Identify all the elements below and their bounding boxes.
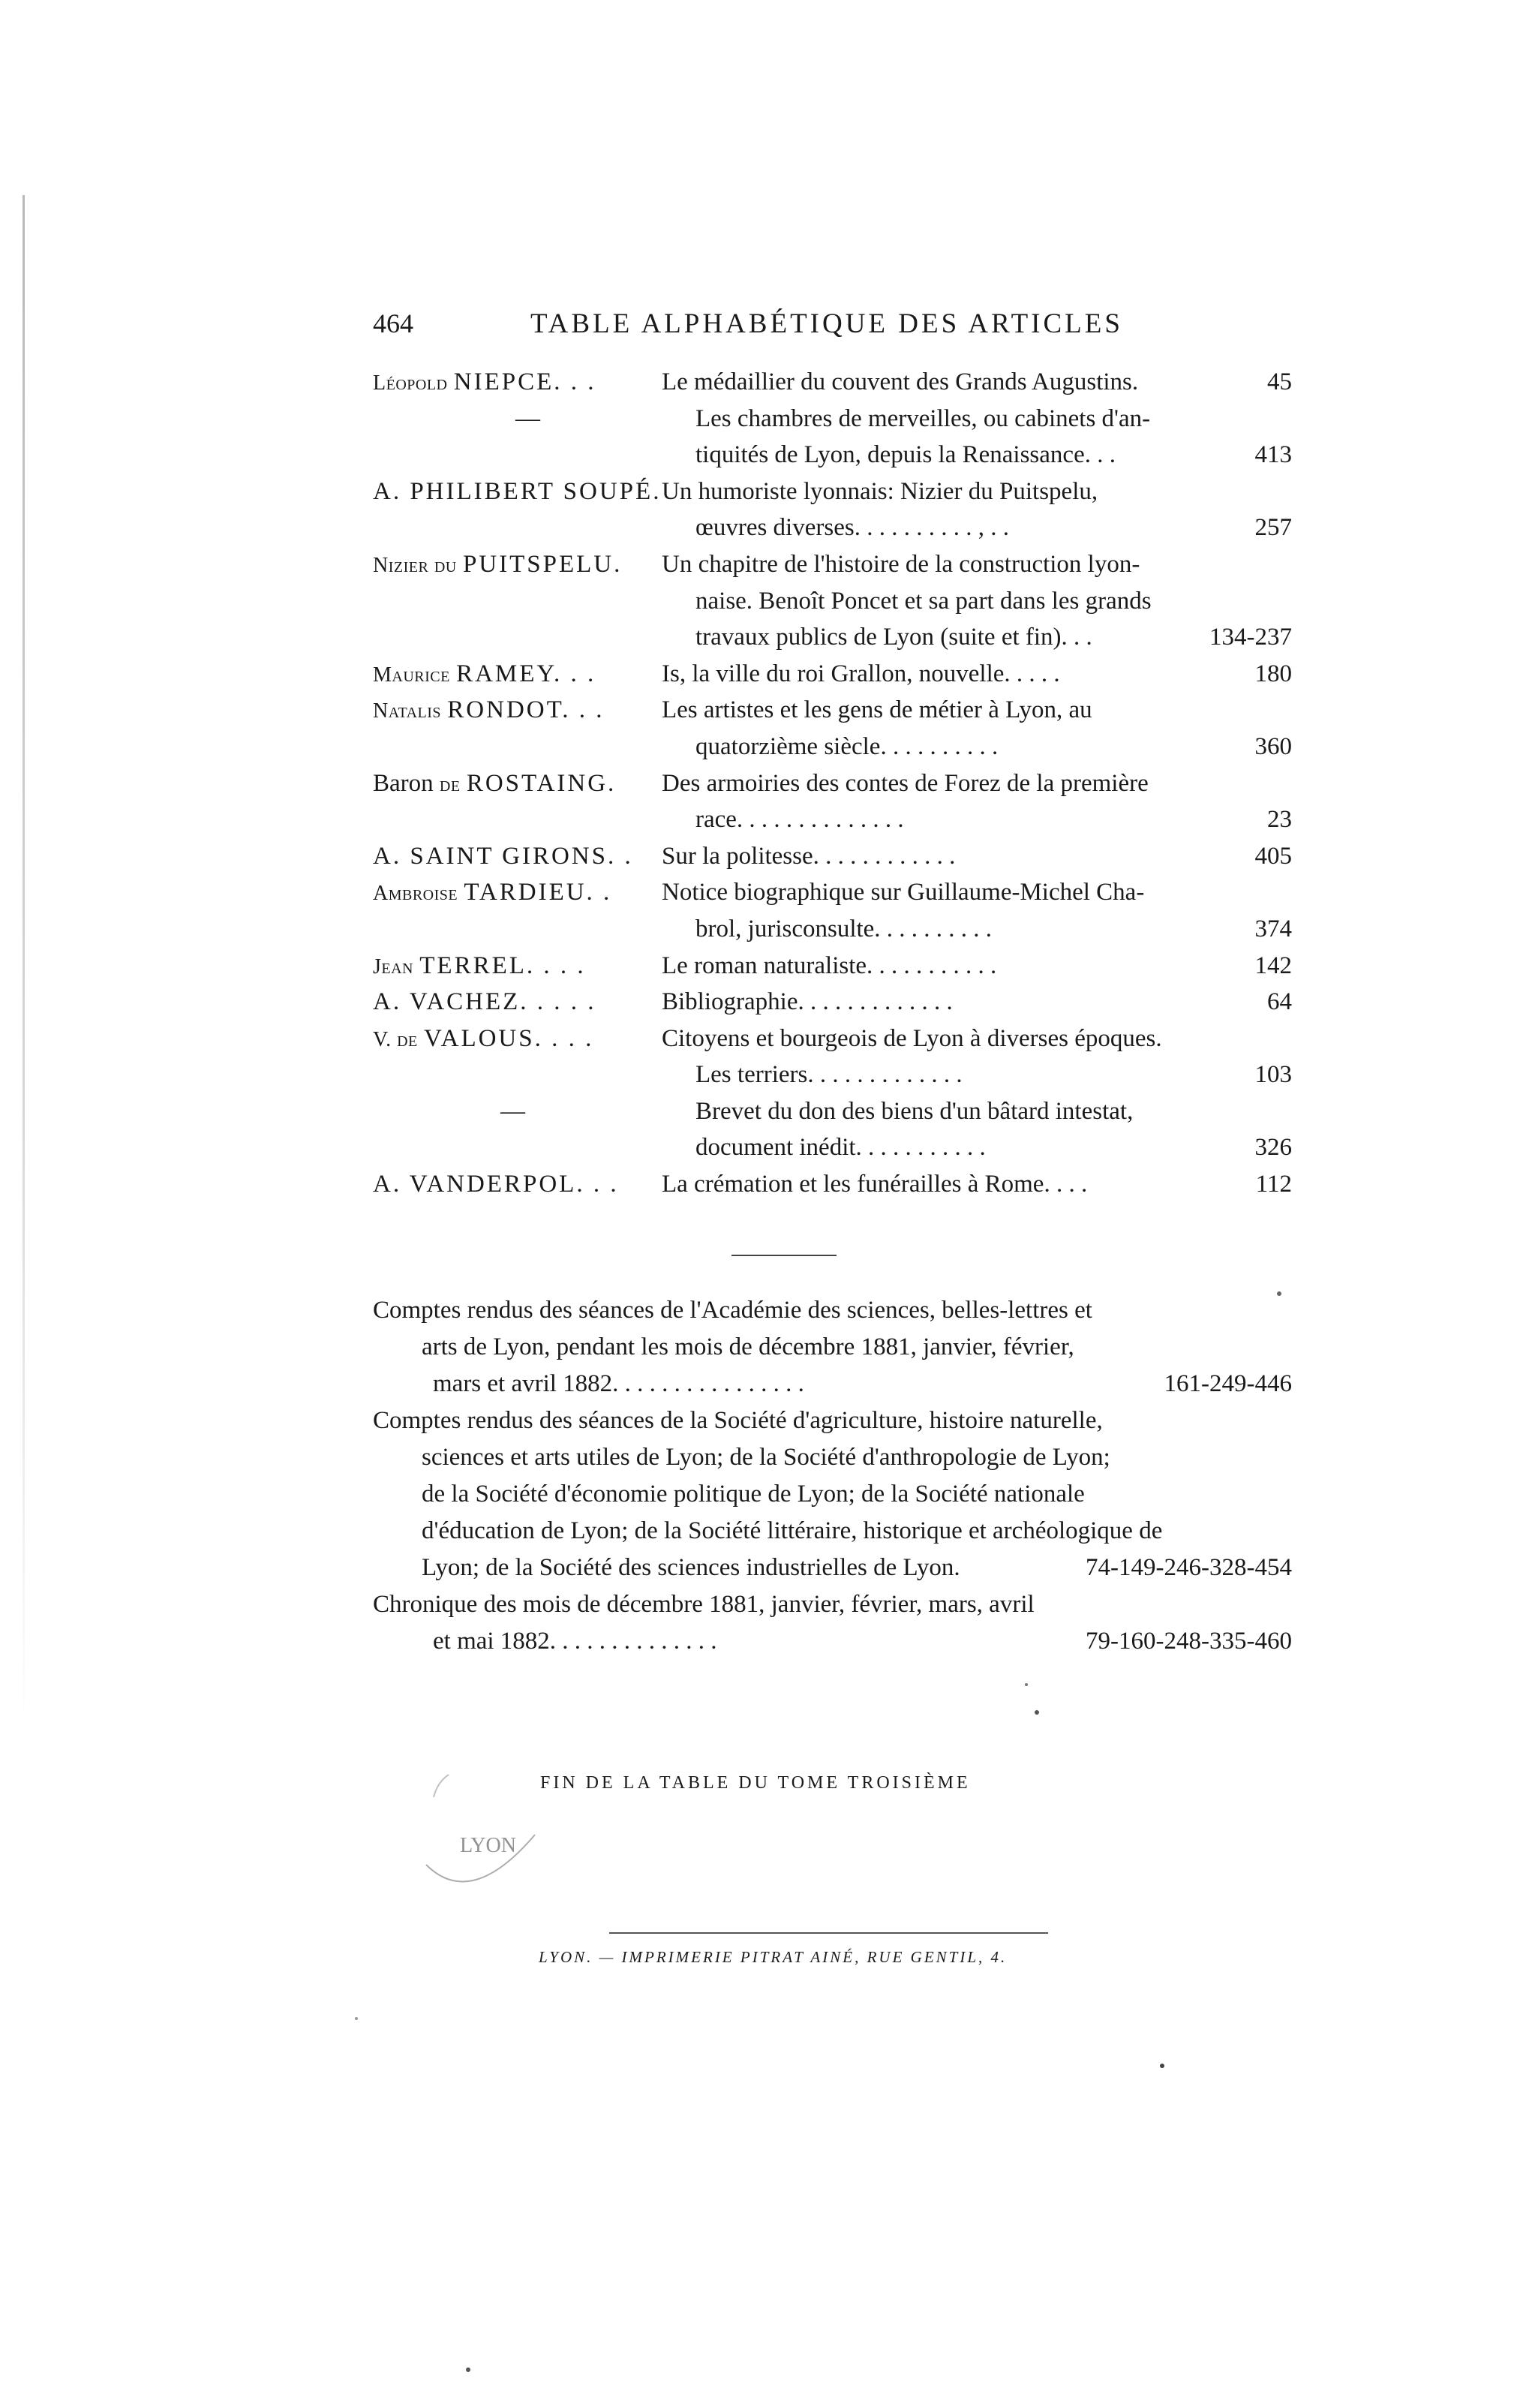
entry-author bbox=[373, 948, 586, 986]
author-title: Baron bbox=[373, 769, 434, 797]
index-entry-line bbox=[373, 729, 1292, 765]
author-surname: A. PHILIBERT SOUPÉ. bbox=[373, 477, 662, 505]
entry-pages: 405 bbox=[1254, 842, 1292, 870]
author-surname: TERREL. . . . bbox=[419, 951, 586, 979]
entry-pages: 112 bbox=[1255, 1171, 1292, 1198]
entry-title: Les terriers. . . . . . . . . . . . . bbox=[695, 1061, 963, 1089]
author-surname: RONDOT. . . bbox=[447, 696, 605, 724]
entry-title: Des armoiries des contes de Forez de la première bbox=[662, 769, 1149, 797]
author-surname: A. SAINT GIRONS. . bbox=[373, 842, 633, 870]
comptes-rendus-section bbox=[373, 1292, 1292, 1660]
library-stamp bbox=[404, 1752, 554, 1902]
entry-title: travaux publics de Lyon (suite et fin). . . bbox=[695, 624, 1092, 651]
printer-imprint: LYON. — IMPRIMERIE PITRAT AINÉ, RUE GENTIL, 4. bbox=[539, 1948, 1008, 1966]
compte-rendu-text: de la Société d'économie politique de Lyon; de la Société nationale bbox=[422, 1481, 1085, 1508]
entry-author bbox=[373, 473, 661, 510]
compte-rendu-pages: 161-249-446 bbox=[1164, 1370, 1292, 1397]
author-surname: A. VANDERPOL. . . bbox=[373, 1171, 619, 1198]
index-entry-line bbox=[373, 546, 1292, 583]
entry-title: naise. Benoît Poncet et sa part dans les grands bbox=[695, 587, 1152, 615]
section-separator bbox=[731, 1255, 837, 1256]
compte-rendu-text: sciences et arts utiles de Lyon; de la Société d'anthropologie de Lyon; bbox=[422, 1444, 1110, 1471]
compte-rendu-line bbox=[373, 1402, 1292, 1439]
entry-title: document inédit. . . . . . . . . . . bbox=[695, 1134, 986, 1162]
page-header bbox=[373, 308, 1292, 353]
index-entry-line bbox=[373, 1021, 1292, 1057]
entry-author bbox=[373, 692, 605, 730]
author-forename: Jean bbox=[373, 954, 413, 979]
entry-title: Sur la politesse. . . . . . . . . . . . bbox=[662, 842, 956, 870]
author-forename: Nizier du bbox=[373, 553, 457, 577]
index-entry-line bbox=[373, 874, 1292, 911]
entry-title: La crémation et les funérailles à Rome. . . . bbox=[662, 1171, 1088, 1198]
author-forename: V. de bbox=[373, 1027, 418, 1051]
compte-rendu-line bbox=[373, 1513, 1292, 1550]
compte-rendu-line bbox=[373, 1329, 1292, 1366]
binding-shadow bbox=[23, 195, 25, 1733]
footer-rule bbox=[609, 1932, 1048, 1934]
compte-rendu-line bbox=[373, 1292, 1292, 1329]
entry-pages: 64 bbox=[1267, 988, 1292, 1016]
entry-pages: 413 bbox=[1254, 441, 1292, 469]
running-title: TABLE ALPHABÉTIQUE DES ARTICLES bbox=[530, 308, 1123, 339]
compte-rendu-text: Comptes rendus des séances de la Société d'agriculture, histoire naturelle, bbox=[373, 1407, 1103, 1434]
entry-pages: 45 bbox=[1267, 368, 1292, 395]
entry-author bbox=[373, 984, 596, 1021]
index-entry-line bbox=[373, 510, 1292, 546]
entry-author bbox=[373, 765, 616, 804]
index-entry-line bbox=[373, 1057, 1292, 1093]
compte-rendu-pages: 74-149-246-328-454 bbox=[1086, 1554, 1292, 1581]
author-forename: Maurice bbox=[373, 663, 450, 687]
entry-title: Citoyens et bourgeois de Lyon à diverses époques. bbox=[662, 1024, 1162, 1052]
index-entry-line bbox=[373, 984, 1292, 1021]
index-entry-line bbox=[373, 1166, 1292, 1203]
compte-rendu-line bbox=[373, 1550, 1292, 1586]
compte-rendu-text: mars et avril 1882. . . . . . . . . . . . . . . . bbox=[433, 1370, 804, 1397]
index-entry-line bbox=[373, 1129, 1292, 1166]
index-entry-line bbox=[373, 948, 1292, 985]
author-surname: PUITSPELU. bbox=[462, 550, 623, 578]
compte-rendu-text: Lyon; de la Société des sciences industrielles de Lyon. bbox=[422, 1554, 960, 1581]
entry-title: brol, jurisconsulte. . . . . . . . . . bbox=[695, 915, 993, 942]
entry-pages: 360 bbox=[1254, 732, 1292, 760]
compte-rendu-pages: 79-160-248-335-460 bbox=[1086, 1628, 1292, 1655]
entry-pages: 134-237 bbox=[1209, 624, 1292, 651]
author-surname: TARDIEU. . bbox=[464, 879, 612, 906]
index-entry-line bbox=[373, 838, 1292, 875]
index-entry-line bbox=[373, 1093, 1292, 1130]
entry-title: quatorzième siècle. . . . . . . . . . bbox=[695, 732, 999, 760]
entry-pages: 23 bbox=[1267, 806, 1292, 834]
entry-title: race. . . . . . . . . . . . . . bbox=[695, 806, 904, 834]
index-entry-line bbox=[373, 692, 1292, 729]
entry-author bbox=[373, 546, 622, 585]
author-forename: Natalis bbox=[373, 699, 442, 723]
compte-rendu-line bbox=[373, 1623, 1292, 1660]
author-forename: de bbox=[439, 772, 461, 796]
entry-pages: 103 bbox=[1254, 1061, 1292, 1089]
index-entry-line bbox=[373, 473, 1292, 510]
entry-title: Bibliographie. . . . . . . . . . . . . bbox=[662, 988, 953, 1016]
entry-title: Le roman naturaliste. . . . . . . . . . . bbox=[662, 951, 997, 979]
index-entry-line bbox=[373, 364, 1292, 401]
compte-rendu-line bbox=[373, 1439, 1292, 1476]
entry-title: Les artistes et les gens de métier à Lyon, au bbox=[662, 696, 1092, 724]
compte-rendu-text: arts de Lyon, pendant les mois de décembre 1881, janvier, février, bbox=[422, 1333, 1074, 1360]
entry-title: œuvres diverses. . . . . . . . . . , . . bbox=[695, 514, 1009, 542]
author-surname: A. VACHEZ. . . . . bbox=[373, 988, 596, 1016]
entry-title: Un humoriste lyonnais: Nizier du Puitspelu, bbox=[662, 477, 1098, 505]
author-surname: RAMEY. . . bbox=[456, 660, 596, 687]
entry-title: Notice biographique sur Guillaume-Michel Cha- bbox=[662, 879, 1145, 906]
index-entry-line bbox=[373, 437, 1292, 473]
ditto-dash: — bbox=[515, 404, 540, 432]
entry-title: Les chambres de merveilles, ou cabinets d'an- bbox=[695, 404, 1151, 432]
entry-title: Un chapitre de l'histoire de la construction lyon- bbox=[662, 550, 1140, 578]
index-entry-line bbox=[373, 801, 1292, 838]
entry-pages: 180 bbox=[1254, 660, 1292, 687]
compte-rendu-text: et mai 1882. . . . . . . . . . . . . . bbox=[433, 1628, 717, 1655]
compte-rendu-line bbox=[373, 1476, 1292, 1513]
entry-author bbox=[373, 364, 596, 402]
entry-title: Le médaillier du couvent des Grands Augustins. bbox=[662, 368, 1139, 395]
entry-pages: 142 bbox=[1254, 951, 1292, 979]
index-entry-line bbox=[373, 619, 1292, 656]
index-entry-line bbox=[373, 583, 1292, 620]
stamp-text: LYON bbox=[460, 1834, 516, 1857]
author-forename: Ambroise bbox=[373, 882, 458, 906]
entry-title: tiquités de Lyon, depuis la Renaissance. . . bbox=[695, 441, 1116, 469]
ditto-dash: — bbox=[500, 1097, 525, 1125]
entry-pages: 257 bbox=[1254, 514, 1292, 542]
entry-pages: 374 bbox=[1254, 915, 1292, 942]
author-surname: VALOUS. . . . bbox=[424, 1024, 594, 1052]
entry-author bbox=[373, 1166, 619, 1203]
author-surname: NIEPCE. . . bbox=[453, 368, 596, 395]
entry-author bbox=[373, 874, 611, 912]
entry-title: Brevet du don des biens d'un bâtard intestat, bbox=[695, 1097, 1134, 1125]
page-number: 464 bbox=[373, 308, 413, 338]
compte-rendu-line bbox=[373, 1366, 1292, 1402]
author-surname: ROSTAING. bbox=[466, 769, 617, 797]
article-index bbox=[373, 364, 1292, 1203]
compte-rendu-line bbox=[373, 1586, 1292, 1623]
entry-author bbox=[373, 838, 633, 875]
compte-rendu-text: d'éducation de Lyon; de la Société littéraire, historique et archéologique de bbox=[422, 1517, 1163, 1544]
index-entry-line bbox=[373, 911, 1292, 948]
index-entry-line bbox=[373, 765, 1292, 802]
entry-author bbox=[373, 1021, 593, 1059]
entry-title: Is, la ville du roi Grallon, nouvelle. . . . . bbox=[662, 660, 1060, 687]
compte-rendu-text: Comptes rendus des séances de l'Académie des sciences, belles-lettres et bbox=[373, 1297, 1092, 1324]
end-of-table: FIN DE LA TABLE DU TOME TROISIÈME bbox=[540, 1773, 971, 1793]
compte-rendu-text: Chronique des mois de décembre 1881, janvier, février, mars, avril bbox=[373, 1591, 1035, 1618]
entry-pages: 326 bbox=[1254, 1134, 1292, 1162]
index-entry-line bbox=[373, 401, 1292, 437]
author-forename: Léopold bbox=[373, 371, 448, 395]
index-entry-line bbox=[373, 656, 1292, 693]
entry-author bbox=[373, 656, 596, 694]
